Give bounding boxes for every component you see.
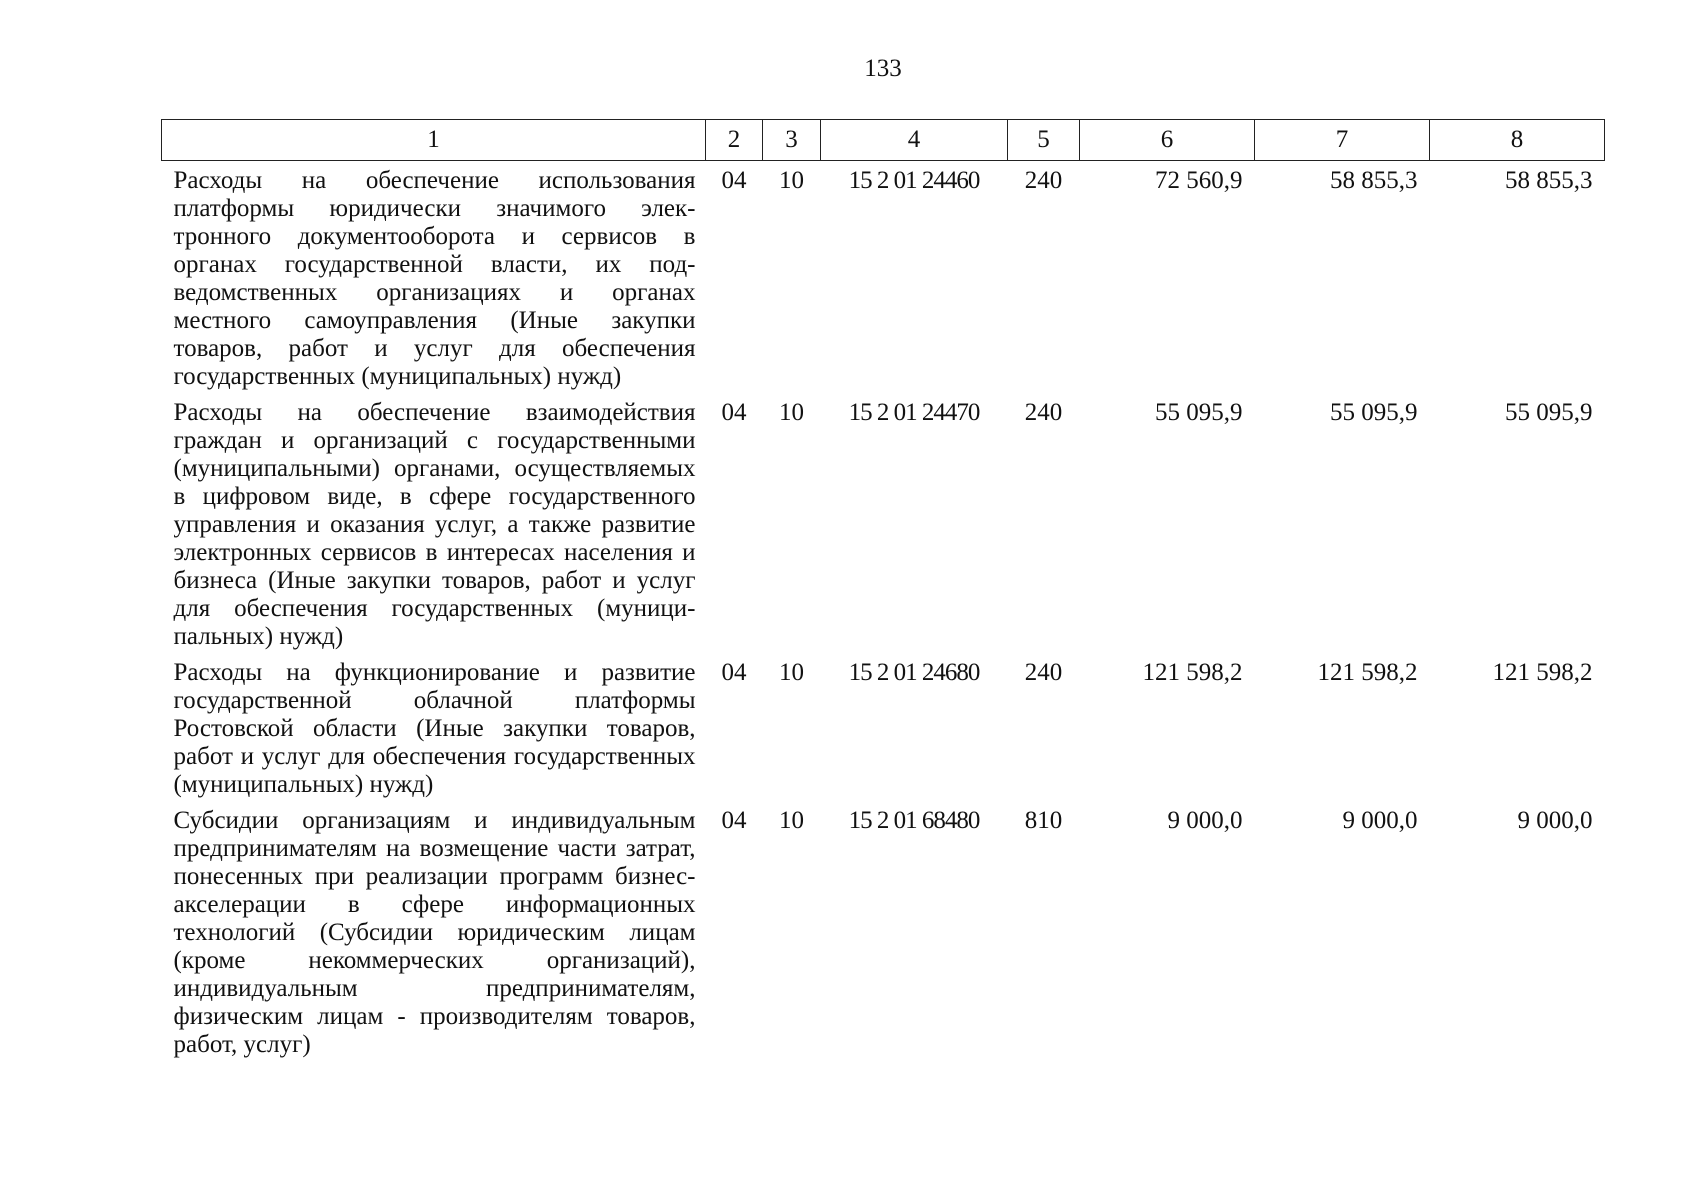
- row-subsection: 10: [779, 167, 804, 194]
- row-target-article: 15 2 01 24470: [848, 399, 980, 426]
- table-row: [162, 799, 1605, 1059]
- row-expense-type: 240: [1024, 659, 1063, 686]
- row-expense-type: 810: [1024, 807, 1063, 834]
- column-header-4: 4: [821, 120, 1008, 161]
- column-header-5: 5: [1008, 120, 1080, 161]
- table-row: [162, 651, 1605, 799]
- row-section: 04: [721, 807, 747, 834]
- row-amount-year2: 121 598,2: [1317, 659, 1418, 686]
- column-header-1: 1: [162, 120, 706, 161]
- row-expense-type: 240: [1024, 167, 1063, 194]
- row-section: 04: [721, 659, 747, 686]
- table-header: [162, 120, 1605, 161]
- table-body: [162, 161, 1605, 1060]
- row-amount-year1: 9 000,0: [1167, 807, 1243, 834]
- row-section: 04: [721, 167, 747, 194]
- row-target-article: 15 2 01 24460: [848, 167, 980, 194]
- row-amount-year3: 121 598,2: [1492, 659, 1593, 686]
- row-description: Расходы на функционирование и развитие государственной облачной платформы Ростовской области (Иные закупки товаров, работ и услуг для обеспечения государственных (муниципальных) нужд): [173, 659, 696, 798]
- row-description: Расходы на обеспечение использования платформы юридически значимого электронного документооборота и сервисов в органах государственной власти, их подведомственных организациях и органах местного самоуправления (Иные закупки товаров, работ и услуг для обеспечения государственных (муниципальных) нужд): [173, 167, 696, 390]
- column-header-6: 6: [1080, 120, 1255, 161]
- row-amount-year3: 58 855,3: [1505, 167, 1593, 194]
- row-amount-year1: 72 560,9: [1155, 167, 1243, 194]
- row-amount-year3: 9 000,0: [1517, 807, 1593, 834]
- page-number: 133: [864, 55, 902, 82]
- budget-table: [161, 119, 1605, 1059]
- column-header-8: 8: [1430, 120, 1605, 161]
- column-header-7: 7: [1255, 120, 1430, 161]
- column-header-3: 3: [763, 120, 821, 161]
- row-description: Субсидии организациям и индивидуальным предпринимателям на возмещение части затрат, понесенных при реализации программ бизнес-акселерации в сфере информационных технологий (Субсидии юридическим лицам (кроме некоммерческих организаций), индивидуальным предпринимателям, физическим лицам - производителям товаров, работ, услуг): [173, 807, 696, 1058]
- row-expense-type: 240: [1024, 399, 1063, 426]
- table-row: [162, 391, 1605, 651]
- row-amount-year1: 55 095,9: [1155, 399, 1243, 426]
- row-target-article: 15 2 01 24680: [848, 659, 980, 686]
- row-target-article: 15 2 01 68480: [848, 807, 980, 834]
- row-amount-year2: 55 095,9: [1330, 399, 1418, 426]
- row-amount-year3: 55 095,9: [1505, 399, 1593, 426]
- row-section: 04: [721, 399, 747, 426]
- row-subsection: 10: [779, 659, 804, 686]
- row-subsection: 10: [779, 399, 804, 426]
- header-row: [162, 120, 1605, 161]
- table-row: [162, 161, 1605, 392]
- row-amount-year1: 121 598,2: [1142, 659, 1243, 686]
- column-header-2: 2: [706, 120, 763, 161]
- row-amount-year2: 58 855,3: [1330, 167, 1418, 194]
- row-subsection: 10: [779, 807, 804, 834]
- row-description: Расходы на обеспечение взаимодействия граждан и организаций с государственными (муниципальными) органами, осуществляемых в цифровом виде, в сфере государственного управления и оказания услуг, а также развитие электронных сервисов в интересах населения и бизнеса (Иные закупки товаров, работ и услуг для обеспечения государственных (муниципальных) нужд): [173, 399, 696, 650]
- row-amount-year2: 9 000,0: [1342, 807, 1418, 834]
